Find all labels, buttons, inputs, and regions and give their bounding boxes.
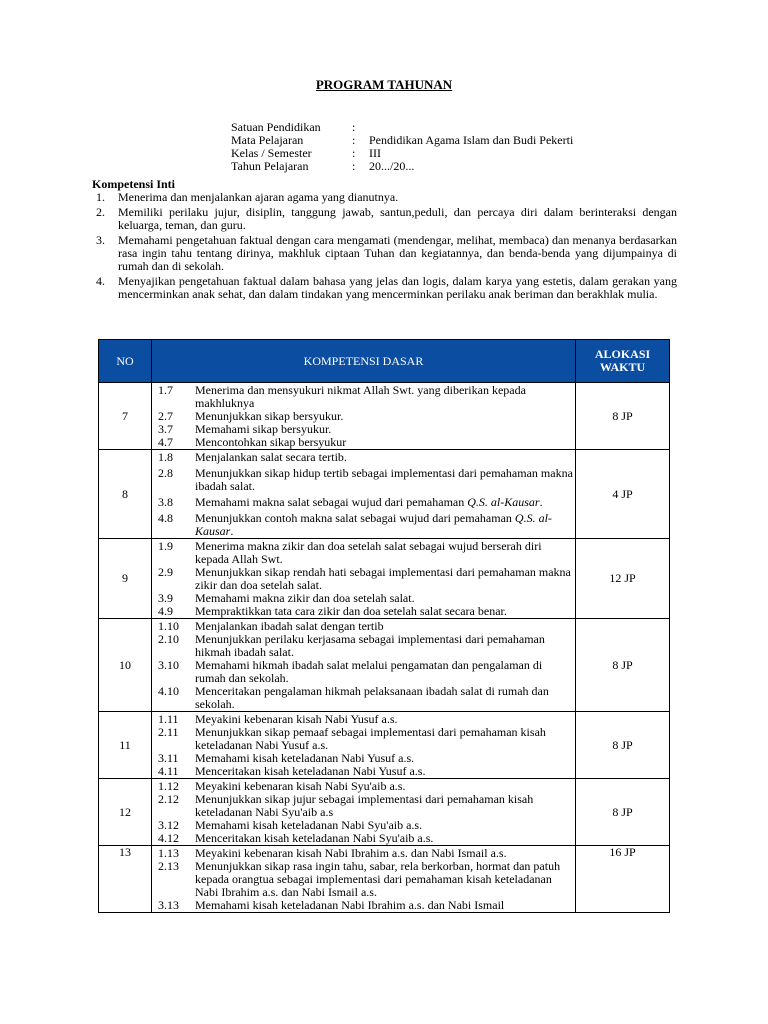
alokasi-waktu-cell: 8 JP <box>576 383 670 450</box>
identity-label: Mata Pelajaran <box>231 133 304 147</box>
kd-text: Menerima makna zikir dan doa setelah salat sebagai wujud berserah diri kepada Allah Swt. <box>195 539 542 566</box>
kd-item <box>158 496 573 509</box>
identity-sep: : <box>352 159 356 173</box>
kd-item <box>158 512 573 538</box>
kd-code: 2.8 <box>158 466 173 480</box>
table-row <box>99 619 670 712</box>
kd-code: 3.11 <box>158 751 179 765</box>
kd-code: 1.8 <box>158 450 173 464</box>
kd-code: 4.11 <box>158 764 179 778</box>
alokasi-waktu-cell: 8 JP <box>576 619 670 712</box>
alokasi-waktu-cell: 16 JP <box>576 846 670 913</box>
kd-text: Menunjukkan sikap rendah hati sebagai implementasi dari pemahaman makna zikir dan doa setelah salat. <box>195 565 571 592</box>
table-row <box>99 450 670 539</box>
list-item-text: Menerima dan menjalankan ajaran agama yang dianutnya. <box>118 190 399 204</box>
kd-item <box>158 633 573 659</box>
table-header-row <box>99 340 670 383</box>
page-title: PROGRAM TAHUNAN <box>315 77 453 92</box>
kd-code: 2.13 <box>158 859 179 873</box>
row-number: 10 <box>99 619 152 712</box>
kd-text: Menceritakan kisah keteladanan Nabi Syu'aib a.s. <box>195 831 434 845</box>
kompetensi-dasar-cell <box>152 539 576 619</box>
header-no: NO <box>99 340 152 383</box>
kd-item <box>158 899 573 912</box>
kd-text: Memahami hikmah ibadah salat melalui pengamatan dan pengalaman di rumah dan sekolah. <box>195 658 543 685</box>
kd-text: Meyakini kebenaran kisah Nabi Ibrahim a.s. dan Nabi Ismail a.s. <box>195 846 507 860</box>
kd-text: Memahami kisah keteladanan Nabi Syu'aib a.s. <box>195 818 423 832</box>
kd-code: 3.9 <box>158 591 173 605</box>
kd-text: Menerima dan mensyukuri nikmat Allah Swt. yang diberikan kepada makhluknya <box>195 383 526 410</box>
kompetensi-inti-title: Kompetensi Inti <box>92 177 176 191</box>
kd-code: 2.10 <box>158 632 179 646</box>
row-number: 7 <box>99 383 152 450</box>
alokasi-waktu-cell: 8 JP <box>576 712 670 779</box>
kd-text: Menjalankan ibadah salat dengan tertib <box>195 619 384 633</box>
kd-item <box>158 540 573 566</box>
kd-text: Memahami makna salat sebagai wujud dari pemahaman <box>195 495 465 509</box>
kd-text: Menunjukkan sikap rasa ingin tahu, sabar, rela berkorban, hormat dan patuh kepada orangtua sebagai implementasi dari pemahaman kisah keteladanan Nabi Ibrahim a.s. dan Nabi Ismail a.s. <box>195 859 561 899</box>
kd-text: Memahami sikap bersyukur. <box>195 422 332 436</box>
table-row <box>99 383 670 450</box>
identity-value: 20.../20... <box>369 159 415 173</box>
kd-code: 3.7 <box>158 422 173 436</box>
list-item <box>96 191 677 204</box>
kd-end: . <box>539 495 543 509</box>
kd-item <box>158 566 573 592</box>
kd-reference: Q.S. al-Kausar <box>195 511 552 538</box>
kd-end: . <box>230 524 234 538</box>
kd-code: 1.7 <box>158 383 173 397</box>
alokasi-waktu-cell: 12 JP <box>576 539 670 619</box>
kd-text: Meyakini kebenaran kisah Nabi Yusuf a.s. <box>195 712 398 726</box>
kd-code: 1.13 <box>158 846 179 860</box>
table-row <box>99 846 670 913</box>
kd-code: 4.12 <box>158 831 179 845</box>
kd-code: 1.9 <box>158 539 173 553</box>
kd-item <box>158 726 573 752</box>
list-item-text: Menyajikan pengetahuan faktual dalam bahasa yang jelas dan logis, dalam karya yang estetis, dalam gerakan yang mencerminkan anak sehat, dan dalam tindakan yang mencerminkan perilaku anak beriman dan berakhlak mulia. <box>118 274 677 301</box>
identity-value: Pendidikan Agama Islam dan Budi Pekerti <box>369 133 574 147</box>
table-row <box>99 779 670 846</box>
identity-row <box>231 160 573 173</box>
identity-value: III <box>369 146 381 160</box>
kd-text: Menunjukkan sikap pemaaf sebagai implementasi dari pemahaman kisah keteladanan Nabi Yusuf a.s. <box>195 725 546 752</box>
kd-item <box>158 832 573 845</box>
identity-table <box>231 121 573 173</box>
row-number: 9 <box>99 539 152 619</box>
header-alokasi-line1: ALOKASI <box>594 347 651 361</box>
kd-code: 3.10 <box>158 658 179 672</box>
table-row <box>99 539 670 619</box>
kd-code: 3.13 <box>158 898 179 912</box>
kd-item <box>158 605 573 618</box>
list-item-text: Memahami pengetahuan faktual dengan cara mengamati (mendengar, melihat, membaca) dan menanya berdasarkan rasa ingin tahu tentang dirinya, makhluk ciptaan Tuhan dan kegiatannya, dan benda-benda yang dijumpainya di rumah dan di sekolah. <box>118 233 677 273</box>
row-number: 12 <box>99 779 152 846</box>
kd-item <box>158 436 573 449</box>
kd-code: 2.7 <box>158 409 173 423</box>
alokasi-waktu-cell: 4 JP <box>576 450 670 539</box>
kd-text: Mencontohkan sikap bersyukur <box>195 435 347 449</box>
kd-text: Menunjukkan perilaku kerjasama sebagai implementasi dari pemahaman hikmah ibadah salat. <box>195 632 545 659</box>
kd-item <box>158 793 573 819</box>
kompetensi-dasar-cell <box>152 779 576 846</box>
kd-code: 3.12 <box>158 818 179 832</box>
identity-label: Tahun Pelajaran <box>231 159 309 173</box>
header-kompetensi-dasar: KOMPETENSI DASAR <box>152 340 576 383</box>
list-item-number: 4. <box>96 274 105 288</box>
kd-item <box>158 659 573 685</box>
kd-reference: Q.S. al-Kausar <box>467 495 540 509</box>
kd-text: Menunjukkan sikap bersyukur. <box>195 409 344 423</box>
kompetensi-inti-list <box>96 191 677 303</box>
kd-code: 1.10 <box>158 619 179 633</box>
kd-text: Menjalankan salat secara tertib. <box>195 450 347 464</box>
list-item-number: 1. <box>96 190 105 204</box>
kd-item <box>158 765 573 778</box>
kd-code: 2.11 <box>158 725 179 739</box>
identity-label: Kelas / Semester <box>231 146 312 160</box>
identity-sep: : <box>352 120 356 134</box>
kd-text: Memahami kisah keteladanan Nabi Yusuf a.s. <box>195 751 415 765</box>
kd-text: Memahami kisah keteladanan Nabi Ibrahim a.s. dan Nabi Ismail <box>195 898 505 912</box>
header-alokasi-line2: WAKTU <box>599 360 646 374</box>
identity-sep: : <box>352 146 356 160</box>
table-row <box>99 712 670 779</box>
kompetensi-dasar-cell <box>152 846 576 913</box>
kompetensi-dasar-cell <box>152 619 576 712</box>
kd-item <box>158 451 573 464</box>
list-item-number: 3. <box>96 233 105 247</box>
kd-code: 2.9 <box>158 565 173 579</box>
row-number: 13 <box>99 846 152 913</box>
row-number: 11 <box>99 712 152 779</box>
kompetensi-dasar-cell <box>152 450 576 539</box>
list-item-number: 2. <box>96 205 105 219</box>
kd-code: 4.10 <box>158 684 179 698</box>
kd-item <box>158 860 573 899</box>
header-alokasi-waktu <box>576 340 670 383</box>
row-number: 8 <box>99 450 152 539</box>
kd-text: Menunjukkan sikap jujur sebagai implementasi dari pemahaman kisah keteladanan Nabi Syu'aib a.s <box>195 792 534 819</box>
kd-code: 2.12 <box>158 792 179 806</box>
alokasi-waktu-cell: 8 JP <box>576 779 670 846</box>
kd-code: 4.9 <box>158 604 173 618</box>
kd-text: Menceritakan pengalaman hikmah pelaksanaan ibadah salat di rumah dan sekolah. <box>195 684 549 711</box>
kd-text: Menunjukkan contoh makna salat sebagai wujud dari pemahaman <box>195 511 512 525</box>
kd-text: Memahami makna zikir dan doa setelah salat. <box>195 591 415 605</box>
kd-text: Menceritakan kisah keteladanan Nabi Yusuf a.s. <box>195 764 426 778</box>
identity-sep: : <box>352 133 356 147</box>
list-item-text: Memiliki perilaku jujur, disiplin, tanggung jawab, santun,peduli, dan percaya diri dalam berinteraksi dengan keluarga, teman, dan guru. <box>118 205 677 232</box>
kd-code: 3.8 <box>158 495 173 509</box>
kd-item <box>158 384 573 410</box>
kd-code: 1.11 <box>158 712 179 726</box>
kompetensi-dasar-cell <box>152 712 576 779</box>
list-item <box>96 275 677 301</box>
kd-text: Mempraktikkan tata cara zikir dan doa setelah salat secara benar. <box>195 604 507 618</box>
kd-item <box>158 467 573 493</box>
kd-code: 4.8 <box>158 511 173 525</box>
kd-item <box>158 685 573 711</box>
kompetensi-dasar-cell <box>152 383 576 450</box>
kd-code: 4.7 <box>158 435 173 449</box>
kompetensi-dasar-table <box>98 339 670 913</box>
identity-label: Satuan Pendidikan <box>231 120 321 134</box>
kd-code: 1.12 <box>158 779 179 793</box>
list-item <box>96 206 677 232</box>
list-item <box>96 234 677 273</box>
kd-text: Menunjukkan sikap hidup tertib sebagai implementasi dari pemahaman makna ibadah salat. <box>195 466 573 493</box>
kd-text: Meyakini kebenaran kisah Nabi Syu'aib a.s. <box>195 779 406 793</box>
